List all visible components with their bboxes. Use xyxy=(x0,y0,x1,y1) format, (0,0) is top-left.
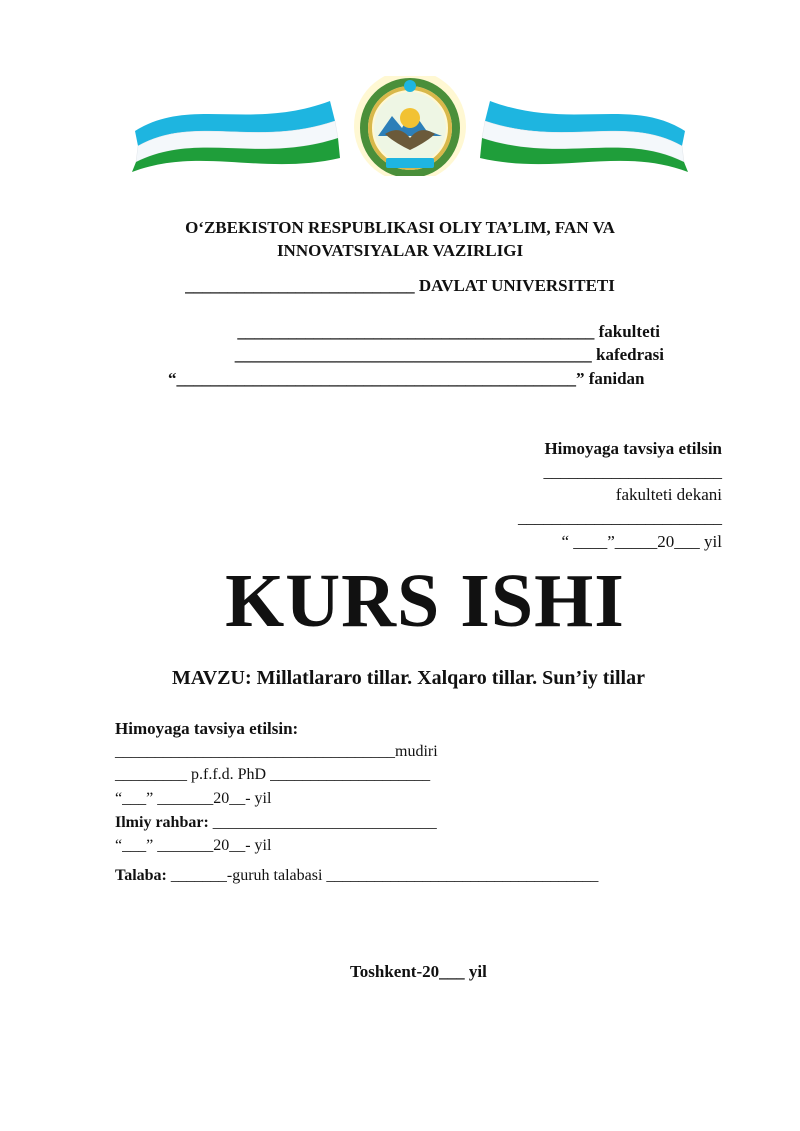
city-year: Toshkent-20___ yil xyxy=(350,962,487,981)
department-head-line: ___________________________________mudiri xyxy=(115,743,438,760)
university-line: ___________________________ DAVLAT UNIVERSITETI xyxy=(185,276,615,295)
supervisor-blank: ____________________________ xyxy=(208,814,437,831)
student-label: Talaba: xyxy=(115,867,167,884)
signoff-date-2: “___” _______20__- yil xyxy=(115,837,272,854)
department-line: __________________________________________ kafedrasi xyxy=(234,345,664,364)
signoff-heading: Himoyaga tavsiya etilsin: xyxy=(115,719,299,738)
emblem-sun xyxy=(400,108,420,128)
approval-heading: Himoyaga tavsiya etilsin xyxy=(544,439,722,458)
student-line xyxy=(115,867,598,885)
supervisor-line xyxy=(115,814,437,832)
topic-line: MAVZU: Millatlararo tillar. Xalqaro tillar. Sun’iy tillar xyxy=(172,667,645,689)
document-title: KURS ISHI xyxy=(225,559,625,643)
emblem-ribbon xyxy=(386,158,434,168)
state-emblem-with-flag-icon xyxy=(130,76,690,176)
approval-signature-line: _____________________ xyxy=(543,462,722,481)
subject-line: “_______________________________________________” fanidan xyxy=(168,369,645,388)
faculty-line: __________________________________________ fakulteti xyxy=(237,322,660,341)
approval-name-line: ________________________ xyxy=(518,508,722,527)
dean-label: fakulteti dekani xyxy=(615,485,722,504)
ministry-line-2: INNOVATSIYALAR VAZIRLIGI xyxy=(276,241,524,260)
emblem-star xyxy=(404,80,416,92)
ministry-line-1: O‘ZBEKISTON RESPUBLIKASI OLIY TA’LIM, FAN VA xyxy=(185,218,615,237)
supervisor-label: Ilmiy rahbar: xyxy=(115,814,209,831)
approval-date: “ ____”_____20___ yil xyxy=(561,532,722,551)
signoff-date-1: “___” _______20__- yil xyxy=(115,790,272,807)
phd-line: _________ p.f.f.d. PhD ____________________ xyxy=(115,766,431,783)
student-blank: _______-guruh talabasi __________________________________ xyxy=(166,867,599,884)
